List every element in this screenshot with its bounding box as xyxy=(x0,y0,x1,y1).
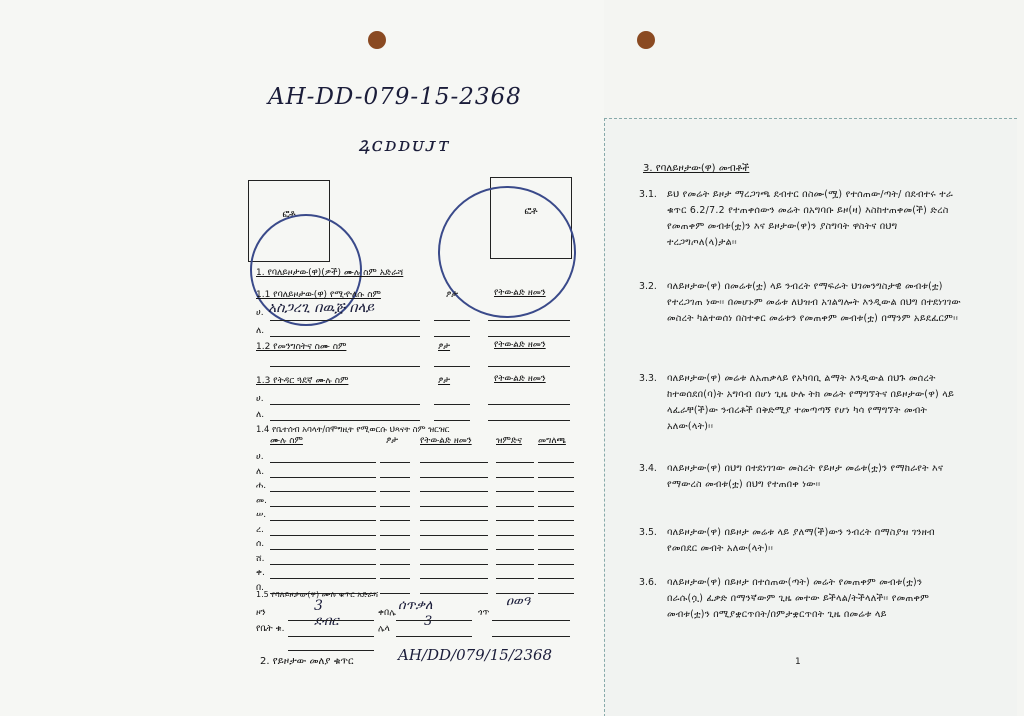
rights-item-text: ይህ የመሬት ይዞታ ማረጋገጫ ደብተር በስሙ(ሟ) የተሰጠው/ጣት/ በደብተሩ ተራ ቁጥር 6.2/7.2 የተጠቀሰውን መሬት በአግባቡ ይዞ(ዛ) እስከተጠቀመ(ች) ድረስ የመጠቀም መብቱ(ቷ)ን እና ይዞታው(ዋ)ን ያስግባት ዋስትና በህግ ተረጋግጦለ(ላ)ታል፡፡ xyxy=(667,189,953,248)
rights-item-text: ባለይዞታው(ዋ) በህግ በተደነገገው መስረት የይዞታ መሬቱ(ቷ)ን የማከራየት እና የማውረስ መብቱ(ቷ) በህግ የተጠበቀ ነው፡፡ xyxy=(667,463,944,490)
photo-box-2: ፎቶ xyxy=(490,177,572,259)
section-1-2-dob: የትውልድ ዘመን xyxy=(494,340,546,350)
rights-item-number: 3.5. xyxy=(639,527,657,538)
blank-line xyxy=(488,404,570,405)
blank-line xyxy=(434,420,470,421)
family-row-line xyxy=(270,477,376,478)
row-letter: ሀ. xyxy=(256,308,264,318)
rights-item-number: 3.4. xyxy=(639,463,657,474)
section-1-4-title: 1.4 የቤተሰብ አባላት/በሞግዚት የሚወርሱ ህጻናት ስም ዝርዝር xyxy=(256,424,450,434)
family-row-line xyxy=(270,549,376,550)
kebele-label: ቀበሌ xyxy=(378,608,396,618)
family-row-line xyxy=(380,564,410,565)
family-row-line xyxy=(420,578,488,579)
rights-item xyxy=(639,279,961,327)
section-1-1-dob: የትውልድ ዘመን xyxy=(494,288,546,298)
family-row-line xyxy=(538,520,574,521)
family-row-line xyxy=(496,462,534,463)
family-row-line xyxy=(270,578,376,579)
family-row-letter: ሰ. xyxy=(256,539,265,549)
blank-line xyxy=(434,320,470,321)
family-row-line xyxy=(496,578,534,579)
family-row-line xyxy=(496,564,534,565)
family-row-line xyxy=(380,549,410,550)
family-row-line xyxy=(538,535,574,536)
blank-line xyxy=(270,404,420,405)
section-1-3-dob: የትውልድ ዘመን xyxy=(494,374,546,384)
right-page xyxy=(604,118,1017,716)
rights-item-text: ባለይዞታው(ዋ) በይዞታ በተሰጠው(ጣት) መሬት የመጠቀም መብቱ(ቷ)ን በራሱ(ሷ) ፈቃድ በማንኛውም ጊዜ መተው ይችላል/ትችላለች፡፡ የመጠቀም መብቱ(ቷ)ን በሚያቋርጥበት/በምታቋርጥበት ጊዜ በመሬቱ ላይ xyxy=(667,577,930,620)
family-row-line xyxy=(420,520,488,521)
punch-hole-right xyxy=(637,31,655,49)
blank-line xyxy=(270,366,420,367)
col-remark: መግለጫ xyxy=(538,436,566,446)
blank-line xyxy=(434,404,470,405)
family-row-line xyxy=(420,506,488,507)
house-value-1: ደብር xyxy=(314,614,339,629)
family-row-line xyxy=(496,520,534,521)
family-row-line xyxy=(380,593,410,594)
section-2-title: 2. የይዞታው መለያ ቁጥር xyxy=(260,656,354,667)
rights-item-text: ባለይዞታው(ዋ) በመሬቱ(ቷ) ላይ ንብረት የማፍራት ህገመንግስታዊ መብቱ(ቷ) የተረጋገጠ ነው፡፡ በመሆኑም መሬቱ ለህዝብ አገልግሎት እንዲውል በህግ በተደነገገው መስረት ካልተወሰነ በስተቀር መሬቱን የመጠቀም መብቱ(ቷ) በማንም አይደፈርም፡፡ xyxy=(667,281,961,324)
got-value: ዐወዓ xyxy=(506,594,531,609)
family-row-line xyxy=(538,578,574,579)
family-row-line xyxy=(270,491,376,492)
blank-line xyxy=(434,336,470,337)
house-value-2: 3 xyxy=(424,614,433,629)
blank-line xyxy=(270,320,420,321)
section-1-2-gender: ፆታ xyxy=(438,342,451,352)
section-1-1-gender: ፆታ xyxy=(446,290,459,300)
rights-item xyxy=(639,187,961,251)
zone-value: 3 xyxy=(314,598,323,614)
blank-line xyxy=(270,420,420,421)
family-row-line xyxy=(538,477,574,478)
family-row-line xyxy=(496,506,534,507)
family-row-line xyxy=(270,506,376,507)
family-row-line xyxy=(380,477,410,478)
family-row-line xyxy=(380,506,410,507)
rights-item-number: 3.1. xyxy=(639,189,657,200)
page-number: 1 xyxy=(795,657,801,667)
official-stamp-2 xyxy=(438,186,576,318)
rights-item-text: ባለይዞታው(ዋ) መሬቱ ለአጠቃላይ የአካባቢ ልማት እንዲውል በህጉ መሰረት ከተወሰደበ(ባ)ት አግባብ በሆነ ጊዜ ሁሉ ትክ መሬት የማግኘትና በይዞታው(ዋ) ላይ ላፈራቸ(ች)ው ንብረቶች በቅድሚያ ተመጣጣኝ የሆነ ካሳ የማግኘት መብት አለው(ላት)፡፡ xyxy=(667,373,955,432)
family-row-line xyxy=(538,491,574,492)
blank-line xyxy=(396,620,472,621)
family-row-line xyxy=(380,520,410,521)
family-row-line xyxy=(496,491,534,492)
family-row-line xyxy=(496,535,534,536)
row-letter: ሀ. xyxy=(256,394,264,404)
col-gender: ፆታ xyxy=(386,436,399,446)
section-1-title: 1. የባለይዞታው(ዋ)(ዎች) ሙሉ ስም አድራሻ xyxy=(256,268,404,278)
photo-box-1: ፎቶ xyxy=(248,180,330,262)
section-1-1-title: 1.1 የባለይዞታው(ዋ) የሚዯለሱ ስም xyxy=(256,290,381,300)
blank-line xyxy=(488,336,570,337)
blank-line xyxy=(488,366,570,367)
blank-line xyxy=(492,636,570,637)
family-row-letter: ሐ. xyxy=(256,481,267,491)
family-row-letter: ሀ. xyxy=(256,452,264,462)
blank-line xyxy=(288,650,374,651)
got-label: ጎጥ xyxy=(478,608,490,618)
section-1-2-title: 1.2 የመንግስትና ስሙ ስም xyxy=(256,342,347,352)
family-row-letter: ሠ. xyxy=(256,510,267,520)
rights-item-text: ባለይዞታው(ዋ) በይዞታ መሬቱ ላይ ያለማ(ች)ውን ንብረት በማስያዝ ገንዘብ የመበደር መብት አለው(ላት)፡፡ xyxy=(667,527,935,554)
family-row-line xyxy=(420,593,488,594)
family-row-letter: ለ. xyxy=(256,466,265,477)
family-row-line xyxy=(496,549,534,550)
house-label: የቤት ቁ. xyxy=(256,624,285,634)
rights-item-number: 3.2. xyxy=(639,281,657,292)
family-row-line xyxy=(420,549,488,550)
family-row-line xyxy=(270,535,376,536)
section-1-3-title: 1.3 የትዳር ጓደኛ ሙሉ ስም xyxy=(256,376,349,386)
family-row-line xyxy=(270,520,376,521)
family-row-line xyxy=(420,535,488,536)
family-row-letter: መ. xyxy=(256,495,267,506)
family-row-line xyxy=(420,564,488,565)
zone-label: ዞን xyxy=(256,608,266,618)
family-row-line xyxy=(538,506,574,507)
punch-hole-left xyxy=(368,31,386,49)
blank-line xyxy=(396,636,472,637)
section-1-5-title: 1.5 የባለይዞታው(ዋ) ሙሉ ቁጥር አድራሻ xyxy=(256,590,379,599)
blank-line xyxy=(434,366,470,367)
family-row-line xyxy=(380,462,410,463)
section-1-3-gender: ፆታ xyxy=(438,376,451,386)
other-label: ሌላ xyxy=(378,624,390,634)
family-row-line xyxy=(380,535,410,536)
rights-item xyxy=(639,525,961,557)
blank-line xyxy=(488,320,570,321)
blank-line xyxy=(270,336,420,337)
kebele-value: ሰጥቃለ xyxy=(398,598,433,613)
rights-title: 3. የባለይዞታው(ዋ) መብቶች xyxy=(643,163,750,174)
handwritten-note: ꝝᴄᴅᴅᴜᴊᴛ xyxy=(358,132,451,156)
rights-item xyxy=(639,575,961,623)
family-row-line xyxy=(538,593,574,594)
rights-item xyxy=(639,371,961,435)
blank-line xyxy=(288,636,374,637)
family-row-line xyxy=(538,462,574,463)
holding-id-handwritten: AH/DD/079/15/2368 xyxy=(398,646,553,664)
family-row-letter: ቀ. xyxy=(256,568,265,578)
rights-item xyxy=(639,461,961,493)
blank-line xyxy=(492,620,570,621)
rights-item-number: 3.3. xyxy=(639,373,657,384)
holder-name-handwritten: አስጋረጊ በዉጅ በላይ xyxy=(268,300,375,316)
family-row-line xyxy=(420,462,488,463)
blank-line xyxy=(288,620,374,621)
col-name: ሙሉ ስም xyxy=(270,436,303,446)
family-row-line xyxy=(270,564,376,565)
family-row-line xyxy=(420,491,488,492)
rights-item-number: 3.6. xyxy=(639,577,657,588)
family-row-letter: በ. xyxy=(256,582,265,593)
land-holding-form xyxy=(248,180,578,680)
col-relation: ዝምድና xyxy=(496,436,522,446)
family-row-line xyxy=(496,477,534,478)
family-row-line xyxy=(420,477,488,478)
family-row-line xyxy=(380,491,410,492)
family-row-line xyxy=(380,578,410,579)
row-letter: ለ. xyxy=(256,326,265,336)
col-dob: የትውልድ ዘመን xyxy=(420,436,472,446)
blank-line xyxy=(488,420,570,421)
handwritten-doc-code: AH-DD-079-15-2368 xyxy=(268,84,522,110)
family-row-letter: ረ. xyxy=(256,524,264,535)
family-row-line xyxy=(538,549,574,550)
family-row-letter: ሸ. xyxy=(256,553,265,564)
row-letter: ለ. xyxy=(256,410,265,420)
family-row-line xyxy=(270,462,376,463)
family-row-line xyxy=(538,564,574,565)
